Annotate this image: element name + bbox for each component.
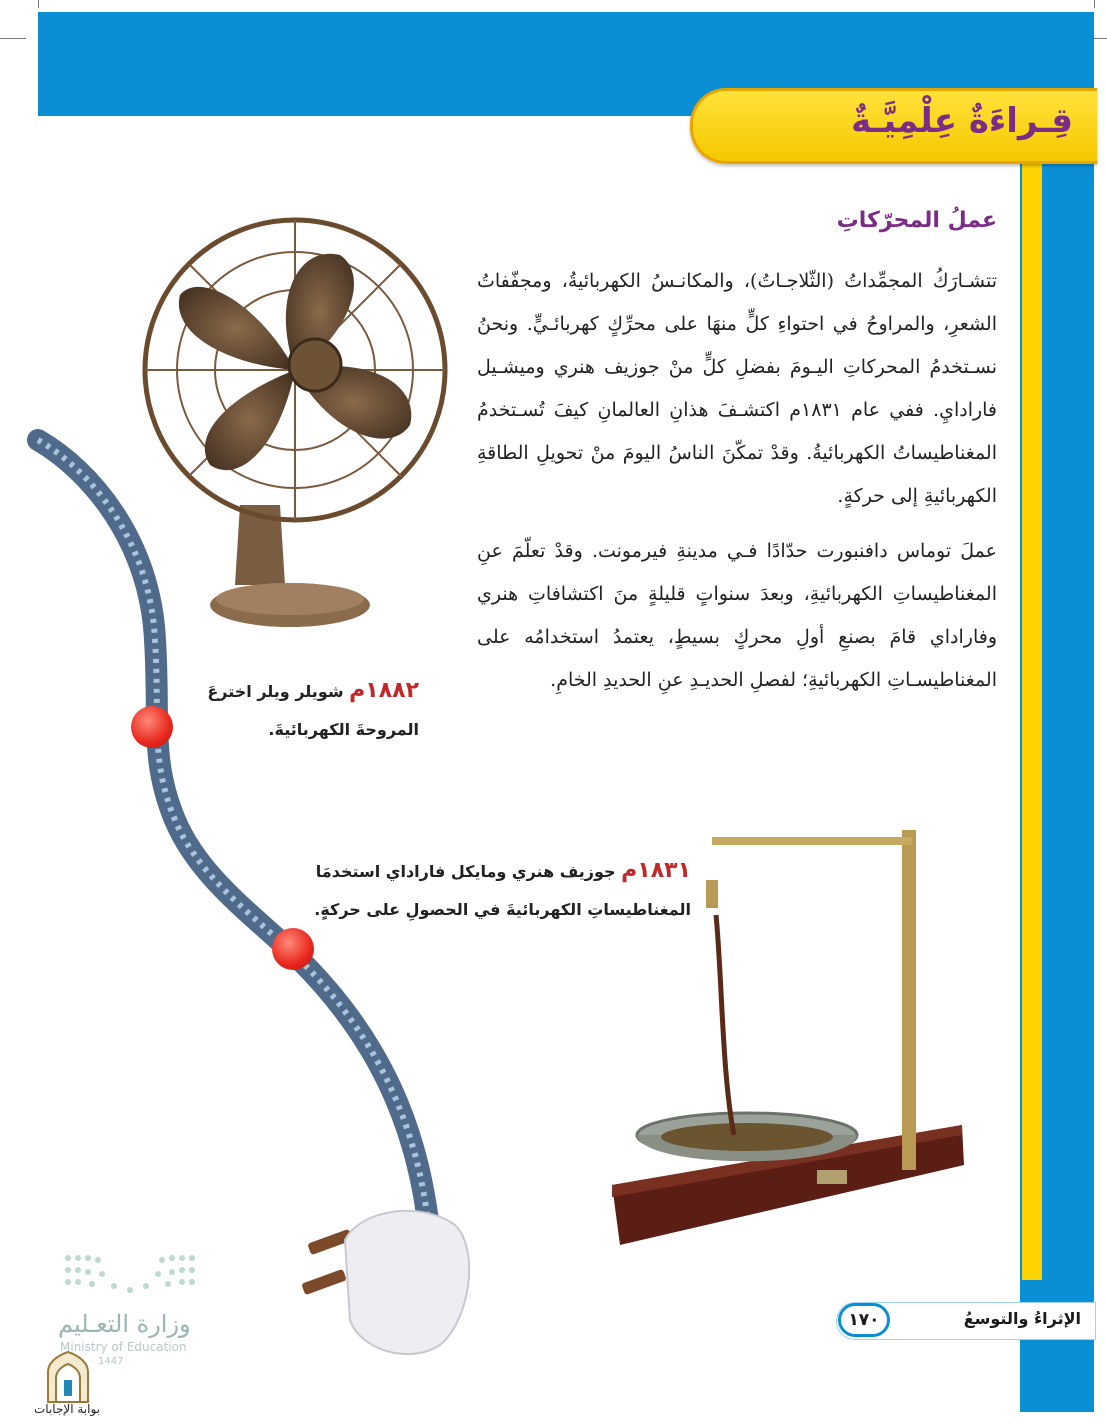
ministry-name-en: Ministry of Education <box>60 1340 187 1354</box>
timeline-caption <box>261 852 691 929</box>
section-title: عملُ المحرّكاتِ <box>836 208 997 233</box>
timeline-caption <box>179 672 419 749</box>
timeline-marker <box>272 928 314 970</box>
timeline-year: ١٨٨٢م <box>349 678 419 703</box>
mosque-logo-icon <box>44 1350 92 1404</box>
site-label: بوابة الإجابات <box>34 1402 101 1416</box>
page-title: قِـراءَةٌ عِلْمِيَّـةٌ <box>851 101 1073 141</box>
timeline-text: شويلر ويلر اخترعَ المروحةَ الكهربائيةَ. <box>207 682 419 739</box>
timeline-year: ١٨٣١م <box>621 858 691 883</box>
ministry-name: وزارة التعـليم <box>58 1310 191 1338</box>
footer-section-label: الإثراءُ والتوسعُ <box>963 1309 1081 1328</box>
ministry-logo-icon <box>62 1252 198 1296</box>
article-paragraph: عملَ توماس دافنبورت حدّادًا فـي مدينةِ فيرمونت. وقدْ تعلّمَ عنِ المغناطيساتِ الكهربائيةِ، وبعدَ سنواتٍ قليلةٍ منَ اكتشافاتِ هنري وفاراداي قامَ بصنعِ أولِ محركٍ بسيطٍ، يعتمدُ استخدامُه على المغناطيسـاتِ الكهربائيةِ؛ لفصلِ الحديـدِ عنِ الحديدِ الخامِ. <box>477 540 997 691</box>
ministry-year: 1447 <box>98 1356 124 1367</box>
plug-icon <box>301 1211 469 1354</box>
electric-fan-icon <box>130 215 450 645</box>
article-paragraph: تتشـارَكُ المجمِّداتُ (الثّلاجـاتُ)، والمكانـسُ الكهربائيةُ، ومجفّفاتُ الشعرِ، والمراوحُ في احتواءِ كلٍّ منهَا على محرِّكٍ كهربائـيٍّ. ونحنُ نسـتخدمُ المحركاتِ اليـومَ بفضلِ كلٍّ منْ جوزيف هنري وميشـيل فارادايِ. ففي عام ١٨٣١م اكتشـفَ هذانِ العالمانِ كيفَ تُسـتخدمُ المغناطيساتُ الكهربائيةُ. وقدْ تمكّنَ الناسُ اليومَ منْ تحويلِ الطاقةِ الكهربائيةِ إلى حركةٍ. <box>477 270 998 507</box>
timeline-marker <box>131 706 173 748</box>
timeline-text: جوزيف هنري ومايكل فاراداي استخدمَا المغناطيساتِ الكهربائيةَ في الحصولِ على حركةٍ. <box>314 862 691 919</box>
page-number: ١٧٠ <box>838 1303 890 1337</box>
